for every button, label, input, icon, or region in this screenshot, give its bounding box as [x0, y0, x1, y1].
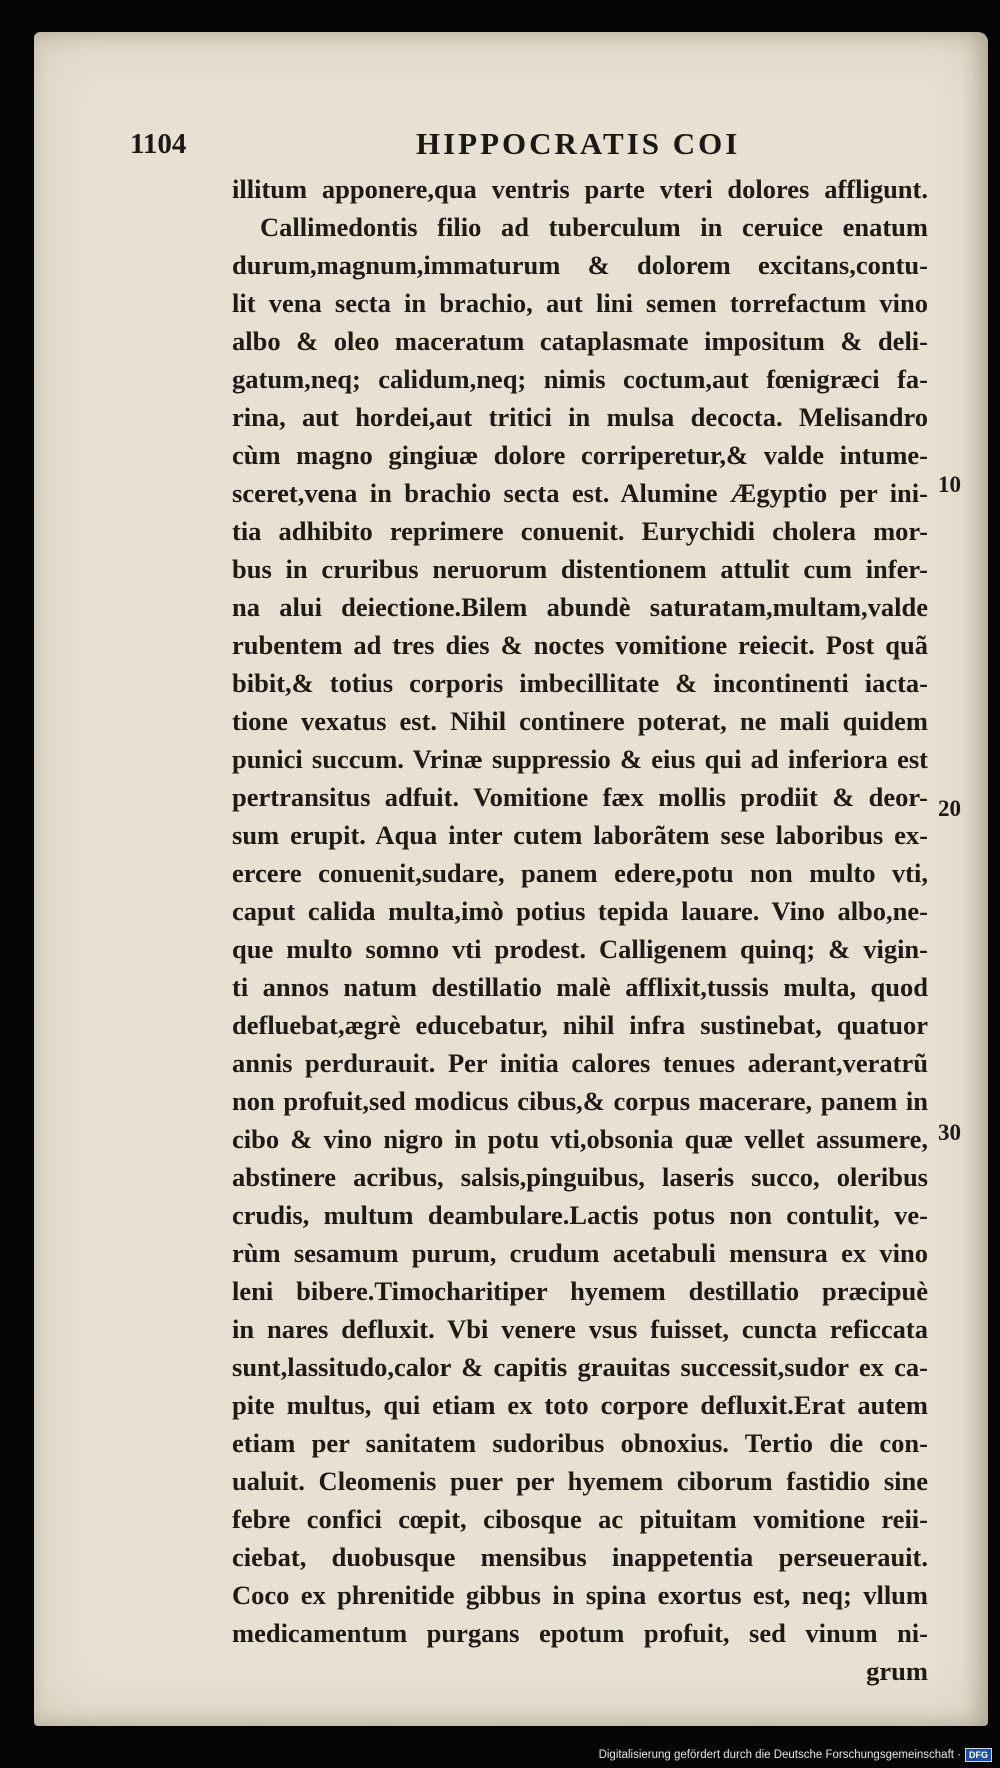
text-line: cùm magno gingiuæ dolore corriperetur,& valde intume- [232, 440, 928, 470]
text-line: pertransitus adfuit. Vomitione fæx mollis prodiit & deor- [232, 782, 928, 812]
text-line: na alui deiectione.Bilem abundè saturatam,multam,valde [232, 592, 928, 622]
text-line: ercere conuenit,sudare, panem edere,potu non multo vti, [232, 858, 928, 888]
credit-text: Digitalisierung gefördert durch die Deutsche Forschungsgemeinschaft · [598, 1749, 961, 1761]
text-line: tia adhibito reprimere conuenit. Eurychidi cholera mor- [232, 516, 928, 546]
digitization-credit [599, 1748, 992, 1762]
text-line: in nares defluxit. Vbi venere vsus fuisset, cuncta reficcata [232, 1314, 928, 1344]
text-line: non profuit,sed modicus cibus,& corpus macerare, panem in [232, 1086, 928, 1116]
text-line: punici succum. Vrinæ suppressio & eius qui ad inferiora est [232, 744, 928, 774]
text-line: rùm sesamum purum, crudum acetabuli mensura ex vino [232, 1238, 928, 1268]
text-line: caput calida multa,imò potius tepida lauare. Vino albo,ne- [232, 896, 928, 926]
text-line: ualuit. Cleomenis puer per hyemem ciborum fastidio sine [232, 1466, 928, 1496]
text-line: febre confici cœpit, cibosque ac pituitam vomitione reii- [232, 1504, 928, 1534]
text-line: crudis, multum deambulare.Lactis potus non contulit, ve- [232, 1200, 928, 1230]
margin-line-number: 20 [938, 796, 961, 821]
text-line: Callimedontis filio ad tuberculum in ceruice enatum [260, 212, 928, 242]
page-header [130, 128, 930, 168]
text-line: leni bibere.Timocharitiper hyemem destillatio præcipuè [232, 1276, 928, 1306]
text-line: cibo & vino nigro in potu vti,obsonia quæ vellet assumere, [232, 1124, 928, 1154]
running-head: HIPPOCRATIS COI [416, 126, 741, 161]
text-line: durum,magnum,immaturum & dolorem excitans,contu- [232, 250, 928, 280]
text-line: gatum,neq; calidum,neq; nimis coctum,aut fœnigræci fa- [232, 364, 928, 394]
text-line: illitum apponere,qua ventris parte vteri dolores affligunt. [232, 174, 928, 204]
text-line: sum erupit. Aqua inter cutem laborãtem sese laboribus ex- [232, 820, 928, 850]
page-number: 1104 [130, 128, 187, 160]
text-line: tione vexatus est. Nihil continere poterat, ne mali quidem [232, 706, 928, 736]
text-line: rubentem ad tres dies & noctes vomitione reiecit. Post quã [232, 630, 928, 660]
margin-line-number: 30 [938, 1120, 961, 1145]
text-line: que multo somno vti prodest. Calligenem quinq; & vigin- [232, 934, 928, 964]
text-line: albo & oleo maceratum cataplasmate impositum & deli- [232, 326, 928, 356]
text-line: etiam per sanitatem sudoribus obnoxius. Tertio die con- [232, 1428, 928, 1458]
text-line: rina, aut hordei,aut tritici in mulsa decocta. Melisandro [232, 402, 928, 432]
margin-line-number: 10 [938, 472, 961, 497]
text-line: ciebat, duobusque mensibus inappetentia perseuerauit. [232, 1542, 928, 1572]
text-line: defluebat,ægrè educebatur, nihil infra sustinebat, quatuor [232, 1010, 928, 1040]
text-line: medicamentum purgans epotum profuit, sed vinum ni- [232, 1618, 928, 1648]
text-line: sceret,vena in brachio secta est. Alumine Ægyptio per ini- [232, 478, 928, 508]
text-line: abstinere acribus, salsis,pinguibus, laseris succo, oleribus [232, 1162, 928, 1192]
text-line: sunt,lassitudo,calor & capitis grauitas successit,sudor ex ca- [232, 1352, 928, 1382]
text-line: pite multus, qui etiam ex toto corpore defluxit.Erat autem [232, 1390, 928, 1420]
text-line: bibit,& totius corporis imbecillitate & incontinenti iacta- [232, 668, 928, 698]
text-line: bus in cruribus neruorum distentionem attulit cum infer- [232, 554, 928, 584]
dfg-logo: DFG [965, 1748, 992, 1762]
catchword: grum [866, 1656, 928, 1686]
text-line: lit vena secta in brachio, aut lini semen torrefactum vino [232, 288, 928, 318]
body-text [232, 170, 928, 1690]
text-line: annis perdurauit. Per initia calores tenues aderant,veratrũ [232, 1048, 928, 1078]
text-line: ti annos natum destillatio malè afflixit,tussis multa, quod [232, 972, 928, 1002]
text-line: Coco ex phrenitide gibbus in spina exortus est, neq; vllum [232, 1580, 928, 1610]
